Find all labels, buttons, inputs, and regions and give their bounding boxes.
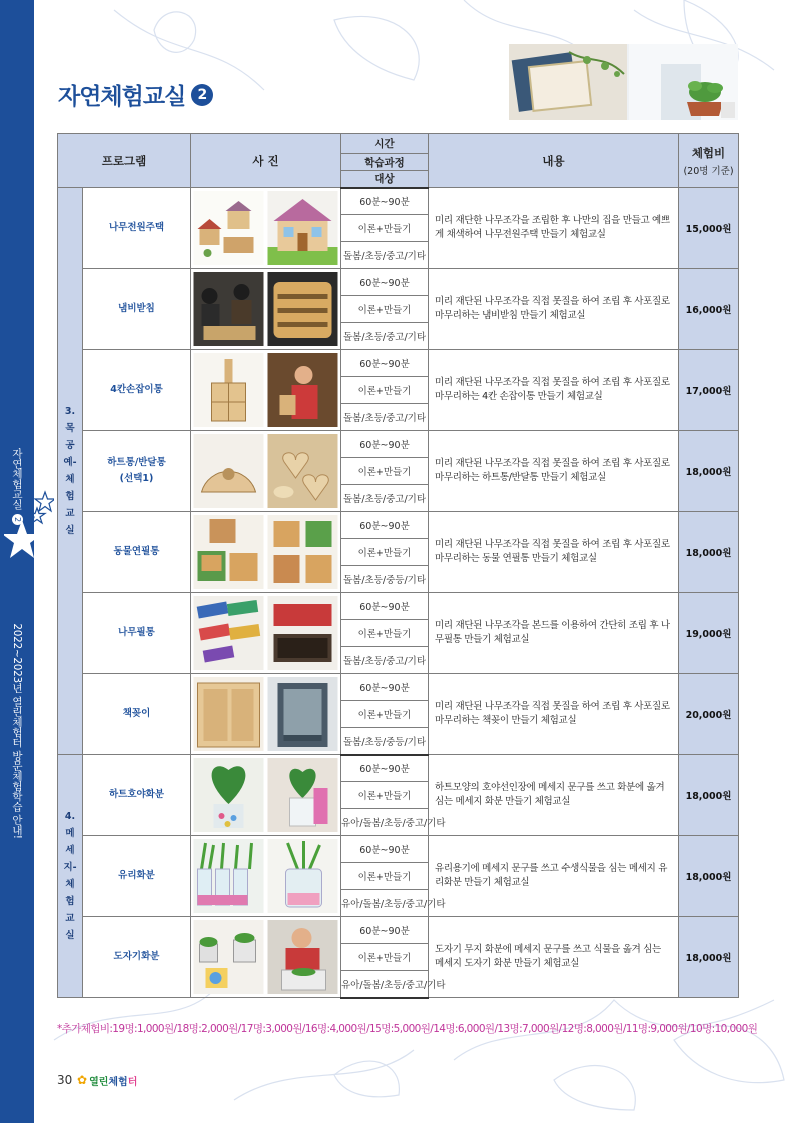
program-target: 유아/돌봄/초등/중고/기타: [341, 809, 429, 836]
additional-fee-note: *추가체험비:19명:1,000원/18명:2,000원/17명:3,000원/16명:4,000원/15명:5,000원/14명:6,000원/13명:7,000원/12명:8,000원/11명:9,000원/10명:10,000원: [57, 1023, 758, 1035]
program-price: 15,000원: [679, 188, 739, 269]
program-price: 18,000원: [679, 836, 739, 917]
program-course: 이론+만들기: [341, 701, 429, 728]
program-course: 이론+만들기: [341, 539, 429, 566]
program-price: 18,000원: [679, 917, 739, 998]
program-description: 미리 재단된 나무조각을 직접 못질을 하여 조립 후 사포질로 마무리하는 하트통/반달통 만들기 체험교실: [429, 431, 679, 512]
program-time: 60분~90분: [341, 674, 429, 701]
program-photo: [191, 755, 341, 836]
program-photo: [191, 350, 341, 431]
photo-pencil-cases: [193, 596, 264, 670]
header-course: 학습과정: [341, 154, 429, 171]
star-icon: [4, 490, 54, 560]
program-target: 돌봄/초등/중고/기타: [341, 323, 429, 350]
program-target: 돌봄/초등/중고/기타: [341, 647, 429, 674]
program-course: 이론+만들기: [341, 782, 429, 809]
photo-glass-pot-closeup: [267, 839, 338, 913]
program-target: 돌봄/초등/중고/기타: [341, 242, 429, 269]
program-target: 유아/돌봄/초등/중고/기타: [341, 971, 429, 998]
program-course: 이론+만들기: [341, 620, 429, 647]
photo-hoya-heart: [193, 758, 264, 832]
program-description: 미리 재단된 나무조각을 직접 못질을 하여 조립 후 사포질로 마무리하는 냄비받침 만들기 체험교실: [429, 269, 679, 350]
program-price: 16,000원: [679, 269, 739, 350]
header-content: 내용: [429, 134, 679, 188]
photo-caddy-box: [193, 353, 264, 427]
program-description: 미리 재단된 나무조각을 본드를 이용하여 간단히 조립 후 나무필통 만들기 체험교실: [429, 593, 679, 674]
program-name: 하트호야화분: [83, 755, 191, 836]
photo-painted-house: [267, 191, 338, 265]
program-course: 이론+만들기: [341, 944, 429, 971]
photo-glass-pots: [193, 839, 264, 913]
program-time: 60분~90분: [341, 512, 429, 539]
program-time: 60분~90분: [341, 593, 429, 620]
program-target: 돌봄/초등/중고/기타: [341, 485, 429, 512]
logo-text-c: 터: [127, 1076, 138, 1088]
program-photo: [191, 674, 341, 755]
page-title-number: 2: [191, 84, 213, 106]
program-time: 60분~90분: [341, 755, 429, 782]
program-name: 냄비받침: [83, 269, 191, 350]
flower-icon: ✿: [77, 1073, 88, 1087]
program-name: 유리화분: [83, 836, 191, 917]
page-title-text: 자연체험교실: [58, 84, 186, 110]
page-number: 30: [57, 1073, 73, 1087]
program-target: 돌봄/초등/중등/기타: [341, 728, 429, 755]
side-section-number: 2: [12, 514, 23, 525]
program-description: 도자기 무지 화분에 메세지 문구를 쓰고 식물을 옮겨 심는 메세지 도자기 화분 만들기 체험교실: [429, 917, 679, 998]
photo-ceramic-pots: [193, 920, 264, 994]
photo-animal-holder-a: [193, 515, 264, 589]
program-target: 돌봄/초등/중등/기타: [341, 566, 429, 593]
program-target: 유아/돌봄/초등/중고/기타: [341, 890, 429, 917]
program-description: 유리용기에 메세지 문구를 쓰고 수생식물을 심는 메세지 유리화분 만들기 체험교실: [429, 836, 679, 917]
photo-pot-stand: [267, 272, 338, 346]
program-photo: [191, 431, 341, 512]
program-name: 책꽂이: [83, 674, 191, 755]
program-time: 60분~90분: [341, 917, 429, 944]
header-fee-label: 체험비: [691, 145, 726, 160]
brand-logo: [77, 1071, 137, 1089]
program-photo: [191, 836, 341, 917]
photo-animal-holder-b: [267, 515, 338, 589]
header-program: 프로그램: [58, 134, 191, 188]
program-photo: [191, 269, 341, 350]
program-description: 하트모양의 호야선인장에 메세지 문구를 쓰고 화분에 옮겨 심는 메세지 화분 만들기 체험교실: [429, 755, 679, 836]
program-name: 4칸손잡이통: [83, 350, 191, 431]
side-section-label: 자연체험교실: [11, 448, 23, 510]
program-time: 60분~90분: [341, 836, 429, 863]
page-title: [58, 78, 213, 111]
program-course: 이론+만들기: [341, 377, 429, 404]
photo-hoya-pot: [267, 758, 338, 832]
side-band: [0, 0, 34, 1123]
program-photo: [191, 917, 341, 998]
header-target: 대상: [341, 171, 429, 188]
side-guide-label: 2022~2023년 열린체험터 방문체험학습 안내!: [11, 623, 23, 839]
photo-child-with-caddy: [267, 353, 338, 427]
program-price: 20,000원: [679, 674, 739, 755]
program-time: 60분~90분: [341, 188, 429, 215]
photo-bookshelf-plain: [193, 677, 264, 751]
photo-heart-pieces: [267, 434, 338, 508]
program-photo: [191, 188, 341, 269]
program-photo: [191, 593, 341, 674]
program-photo: [191, 512, 341, 593]
logo-text-b: 체험: [108, 1076, 128, 1088]
header-fee-note: (20명 기준): [683, 165, 734, 177]
category-woodcraft: 3.목공예-체험교실: [58, 188, 83, 755]
program-course: 이론+만들기: [341, 215, 429, 242]
program-description: 미리 재단된 나무조각을 직접 못질을 하여 조립 후 사포질로 마무리하는 책꽂이 만들기 체험교실: [429, 674, 679, 755]
category-message: 4.메세지-체험교실: [58, 755, 83, 998]
program-course: 이론+만들기: [341, 458, 429, 485]
logo-text-a: 열린: [89, 1076, 109, 1088]
photo-bookshelf-painted: [267, 677, 338, 751]
program-target: 돌봄/초등/중고/기타: [341, 404, 429, 431]
header-photo: 사 진: [191, 134, 341, 188]
program-table: [57, 133, 739, 999]
program-price: 18,000원: [679, 755, 739, 836]
program-price: 18,000원: [679, 431, 739, 512]
program-name: 나무전원주택: [83, 188, 191, 269]
program-name: 나무필통: [83, 593, 191, 674]
header-photo: [509, 44, 738, 120]
program-description: 미리 재단된 나무조각을 직접 못질을 하여 조립 후 사포질로 마무리하는 동물 연필통 만들기 체험교실: [429, 512, 679, 593]
program-price: 19,000원: [679, 593, 739, 674]
photo-open-pencil-case: [267, 596, 338, 670]
program-price: 18,000원: [679, 512, 739, 593]
photo-wooden-house-set: [193, 191, 264, 265]
photo-students-workshop: [193, 272, 264, 346]
photo-child-planting: [267, 920, 338, 994]
program-price: 17,000원: [679, 350, 739, 431]
program-course: 이론+만들기: [341, 863, 429, 890]
program-time: 60분~90분: [341, 431, 429, 458]
program-name: 도자기화분: [83, 917, 191, 998]
program-name: [83, 431, 191, 512]
program-time: 60분~90분: [341, 269, 429, 296]
program-name-line2: (선택1): [119, 473, 154, 484]
program-course: 이론+만들기: [341, 296, 429, 323]
program-time: 60분~90분: [341, 350, 429, 377]
photo-half-moon-box: [193, 434, 264, 508]
header-time: 시간: [341, 134, 429, 154]
program-name: 동물연필통: [83, 512, 191, 593]
header-fee: [679, 134, 739, 188]
program-description: 미리 재단한 나무조각을 조립한 후 나만의 집을 만들고 예쁘게 채색하여 나무전원주택 만들기 체험교실: [429, 188, 679, 269]
program-description: 미리 재단된 나무조각을 직접 못질을 하여 조립 후 사포질로 마무리하는 4칸 손잡이통 만들기 체험교실: [429, 350, 679, 431]
program-name-line1: 하트통/반달통: [107, 457, 166, 468]
